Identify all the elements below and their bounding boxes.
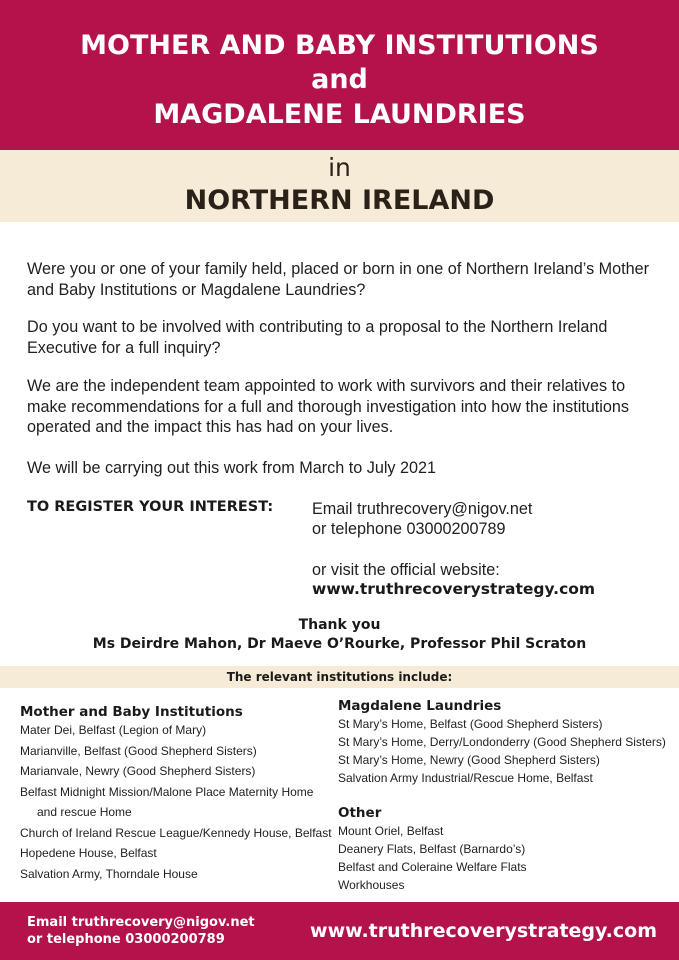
register-visit-text: or visit the official website: bbox=[312, 561, 500, 579]
title-line-3: MAGDALENE LAUNDRIES bbox=[153, 99, 526, 130]
magdalene-list bbox=[338, 717, 666, 789]
title-line-1: MOTHER AND BABY INSTITUTIONS bbox=[80, 30, 599, 61]
institutions-band: The relevant institutions include: bbox=[0, 666, 679, 688]
header-banner bbox=[0, 0, 679, 147]
list-item: St Mary’s Home, Derry/Londonderry (Good Shepherd Sisters) bbox=[338, 735, 666, 749]
other-list bbox=[338, 824, 527, 896]
mother-baby-list bbox=[20, 723, 332, 887]
list-item: Deanery Flats, Belfast (Barnardo’s) bbox=[338, 842, 526, 856]
magdalene-heading: Magdalene Laundries bbox=[338, 698, 502, 714]
paragraph-team-description: We are the independent team appointed to work with survivors and their relatives to make recommendations for a full and thorough investigation into how the institutions operated and the impact this has had on your lives. bbox=[27, 377, 629, 436]
list-item: Church of Ireland Rescue League/Kennedy House, Belfast bbox=[20, 825, 332, 840]
list-item: Belfast Midnight Mission/Malone Place Maternity Home bbox=[20, 784, 314, 799]
list-item: and rescue Home bbox=[37, 805, 132, 819]
region-band bbox=[0, 150, 679, 222]
paragraph-question-involved: Do you want to be involved with contributing to a proposal to the Northern Ireland Executive for a full inquiry? bbox=[27, 318, 608, 357]
in-text: in bbox=[328, 153, 351, 182]
other-heading: Other bbox=[338, 805, 382, 821]
list-item: Marianvale, Newry (Good Shepherd Sisters) bbox=[20, 764, 256, 778]
list-item: Mount Oriel, Belfast bbox=[338, 824, 444, 838]
title-line-2: and bbox=[311, 64, 368, 95]
list-item: Salvation Army, Thorndale House bbox=[20, 866, 198, 881]
register-email[interactable]: Email truthrecovery@nigov.net bbox=[312, 500, 533, 518]
region-title: NORTHERN IRELAND bbox=[184, 185, 495, 216]
paragraph-question-held: Were you or one of your family held, placed or born in one of Northern Ireland’s Mother and Baby Institutions or Magdalene Laundries? bbox=[27, 260, 650, 299]
footer-banner bbox=[0, 902, 679, 960]
list-item: Salvation Army Industrial/Rescue Home, Belfast bbox=[338, 771, 593, 785]
mother-baby-heading: Mother and Baby Institutions bbox=[20, 704, 243, 720]
list-item: Belfast and Coleraine Welfare Flats bbox=[338, 860, 527, 874]
list-item: St Mary’s Home, Newry (Good Shepherd Sisters) bbox=[338, 753, 600, 767]
paragraph-timeline: We will be carrying out this work from March to July 2021 bbox=[27, 459, 437, 477]
list-item: Marianville, Belfast (Good Shepherd Sisters) bbox=[20, 743, 257, 758]
register-phone[interactable]: or telephone 03000200789 bbox=[312, 520, 506, 538]
footer-phone[interactable]: or telephone 03000200789 bbox=[27, 932, 225, 947]
list-item: Workhouses bbox=[338, 878, 405, 892]
list-item: Mater Dei, Belfast (Legion of Mary) bbox=[20, 723, 207, 737]
footer-website-link[interactable]: www.truthrecoverystrategy.com bbox=[310, 920, 657, 942]
thanks-heading: Thank you bbox=[298, 617, 381, 633]
list-item: St Mary’s Home, Belfast (Good Shepherd Sisters) bbox=[338, 717, 603, 731]
list-item: Hopedene House, Belfast bbox=[20, 846, 157, 860]
footer-email[interactable]: Email truthrecovery@nigov.net bbox=[27, 915, 255, 930]
register-website-link[interactable]: www.truthrecoverystrategy.com bbox=[312, 580, 596, 598]
signatories: Ms Deirdre Mahon, Dr Maeve O’Rourke, Professor Phil Scraton bbox=[92, 636, 587, 652]
register-label: TO REGISTER YOUR INTEREST: bbox=[27, 499, 274, 515]
